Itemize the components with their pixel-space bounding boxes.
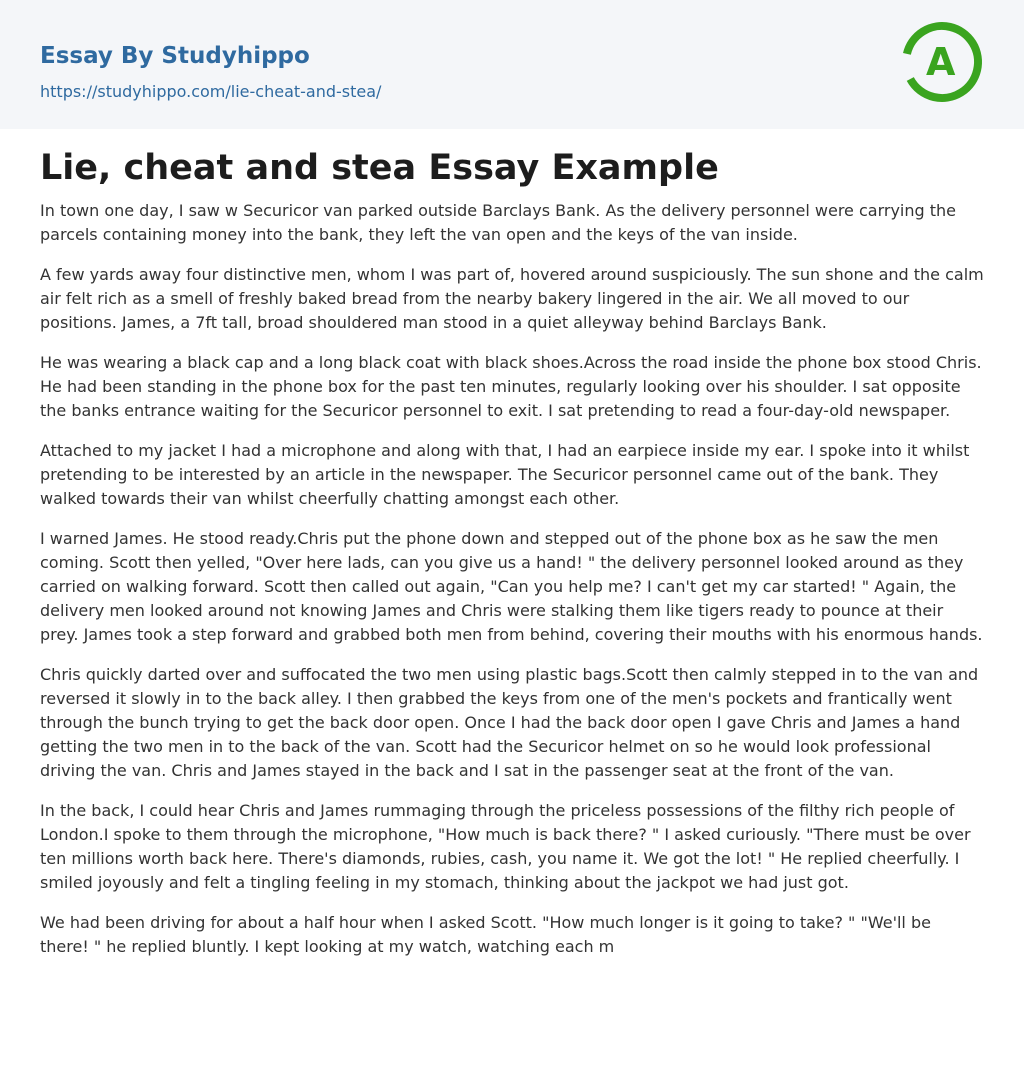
paragraph-3: He was wearing a black cap and a long black coat with black shoes.Across the road inside the phone box stood Chris. He had been standing in the phone box for the past ten minutes, regularly looking over his shoulder. I sat opposite the banks entrance waiting for the Securicor personnel to exit. I sat pretending to read a four-day-old newspaper. xyxy=(40,353,982,420)
paragraph-5: I warned James. He stood ready.Chris put the phone down and stepped out of the phone box as he saw the men coming. Scott then yelled, "Over here lads, can you give us a hand! " the delivery personnel looked around as they carried on walking forward. Scott then called out again, "Can you help me? I can't get my car started! " Again, the delivery men looked around not knowing James and Chris were stalking them like tigers ready to pounce at their prey. James took a step forward and grabbed both men from behind, covering their mouths with his enormous hands. xyxy=(40,529,983,644)
studyhippo-a-logo-icon[interactable] xyxy=(900,20,984,104)
page-title: Lie, cheat and stea Essay Example xyxy=(40,148,719,188)
paragraph-1: In town one day, I saw w Securicor van parked outside Barclays Bank. As the delivery personnel were carrying the parcels containing money into the bank, they left the van open and the keys of the van inside. xyxy=(40,201,956,244)
paragraph-2: A few yards away four distinctive men, whom I was part of, hovered around suspiciously. The sun shone and the calm air felt rich as a smell of freshly baked bread from the nearby bakery lingered in the air. We all moved to our positions. James, a 7ft tall, broad shouldered man stood in a quiet alleyway behind Barclays Bank. xyxy=(40,265,984,332)
site-header xyxy=(0,0,1024,129)
source-url-link[interactable]: https://studyhippo.com/lie-cheat-and-stea/ xyxy=(40,82,382,101)
paragraph-7: In the back, I could hear Chris and James rummaging through the priceless possessions of the filthy rich people of London.I spoke to them through the microphone, "How much is back there? " I asked curiously. "There must be over ten millions worth back here. There's diamonds, rubies, cash, you name it. We got the lot! " He replied cheerfully. I smiled joyously and felt a tingling feeling in my stomach, thinking about the jackpot we had just got. xyxy=(40,801,971,892)
paragraph-8: We had been driving for about a half hour when I asked Scott. "How much longer is it going to take? " "We'll be there! " he replied bluntly. I kept looking at my watch, watching each m xyxy=(40,913,931,956)
paragraph-6: Chris quickly darted over and suffocated the two men using plastic bags.Scott then calmly stepped in to the van and reversed it slowly in to the back alley. I then grabbed the keys from one of the men's pockets and frantically went through the bunch trying to get the back door open. Once I had the back door open I gave Chris and James a hand getting the two men in to the back of the van. Scott had the Securicor helmet on so he would look professional driving the van. Chris and James stayed in the back and I sat in the passenger seat at the front of the van. xyxy=(40,665,979,780)
logo-letter: A xyxy=(926,40,956,84)
article xyxy=(0,129,1024,959)
brand-title[interactable]: Essay By Studyhippo xyxy=(40,43,310,69)
paragraph-4: Attached to my jacket I had a microphone and along with that, I had an earpiece inside my ear. I spoke into it whilst pretending to be interested by an article in the newspaper. The Securicor personnel came out of the bank. They walked towards their van whilst cheerfully chatting amongst each other. xyxy=(40,441,970,508)
